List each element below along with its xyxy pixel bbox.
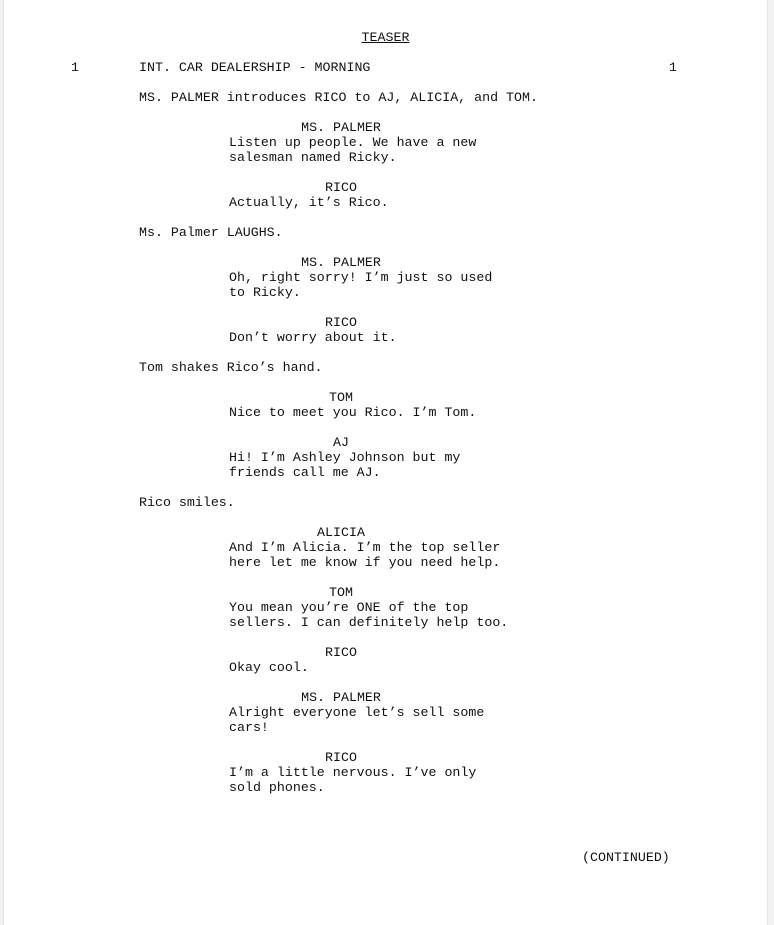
character-name: ALICIA: [317, 525, 365, 540]
dialogue-line: friends call me AJ.: [229, 465, 381, 480]
dialogue-line: Actually, it’s Rico.: [229, 195, 389, 210]
page-title: TEASER: [361, 30, 410, 45]
dialogue-line: You mean you’re ONE of the top: [229, 600, 469, 615]
dialogue-line: cars!: [229, 720, 269, 735]
dialogue-line: Listen up people. We have a new: [229, 135, 477, 150]
dialogue-line: I’m a little nervous. I’ve only: [229, 765, 477, 780]
dialogue-line: sold phones.: [229, 780, 325, 795]
scene-number-right: 1: [669, 60, 677, 75]
character-name: MS. PALMER: [301, 255, 381, 270]
dialogue-line: Oh, right sorry! I’m just so used: [229, 270, 493, 285]
character-name: MS. PALMER: [301, 120, 381, 135]
dialogue-line: sellers. I can definitely help too.: [229, 615, 509, 630]
character-name: RICO: [325, 180, 357, 195]
character-name: RICO: [325, 750, 357, 765]
action-line: Rico smiles.: [139, 495, 235, 510]
dialogue-line: Alright everyone let’s sell some: [229, 705, 485, 720]
character-name: RICO: [325, 645, 357, 660]
dialogue-line: here let me know if you need help.: [229, 555, 501, 570]
action-line: MS. PALMER introduces RICO to AJ, ALICIA, and TOM.: [139, 90, 538, 105]
scene-number-left: 1: [71, 60, 79, 75]
character-name: MS. PALMER: [301, 690, 381, 705]
dialogue-line: salesman named Ricky.: [229, 150, 397, 165]
scene-heading: INT. CAR DEALERSHIP - MORNING: [139, 60, 371, 75]
dialogue-line: Okay cool.: [229, 660, 309, 675]
dialogue-line: Don’t worry about it.: [229, 330, 397, 345]
dialogue-line: And I’m Alicia. I’m the top seller: [229, 540, 501, 555]
action-line: Ms. Palmer LAUGHS.: [139, 225, 283, 240]
character-name: AJ: [333, 435, 349, 450]
script-page: [3, 0, 768, 925]
continued-label: (CONTINUED): [582, 850, 670, 865]
action-line: Tom shakes Rico’s hand.: [139, 360, 323, 375]
character-name: RICO: [325, 315, 357, 330]
dialogue-line: Nice to meet you Rico. I’m Tom.: [229, 405, 477, 420]
character-name: TOM: [329, 390, 353, 405]
dialogue-line: Hi! I’m Ashley Johnson but my: [229, 450, 461, 465]
dialogue-line: to Ricky.: [229, 285, 301, 300]
character-name: TOM: [329, 585, 353, 600]
